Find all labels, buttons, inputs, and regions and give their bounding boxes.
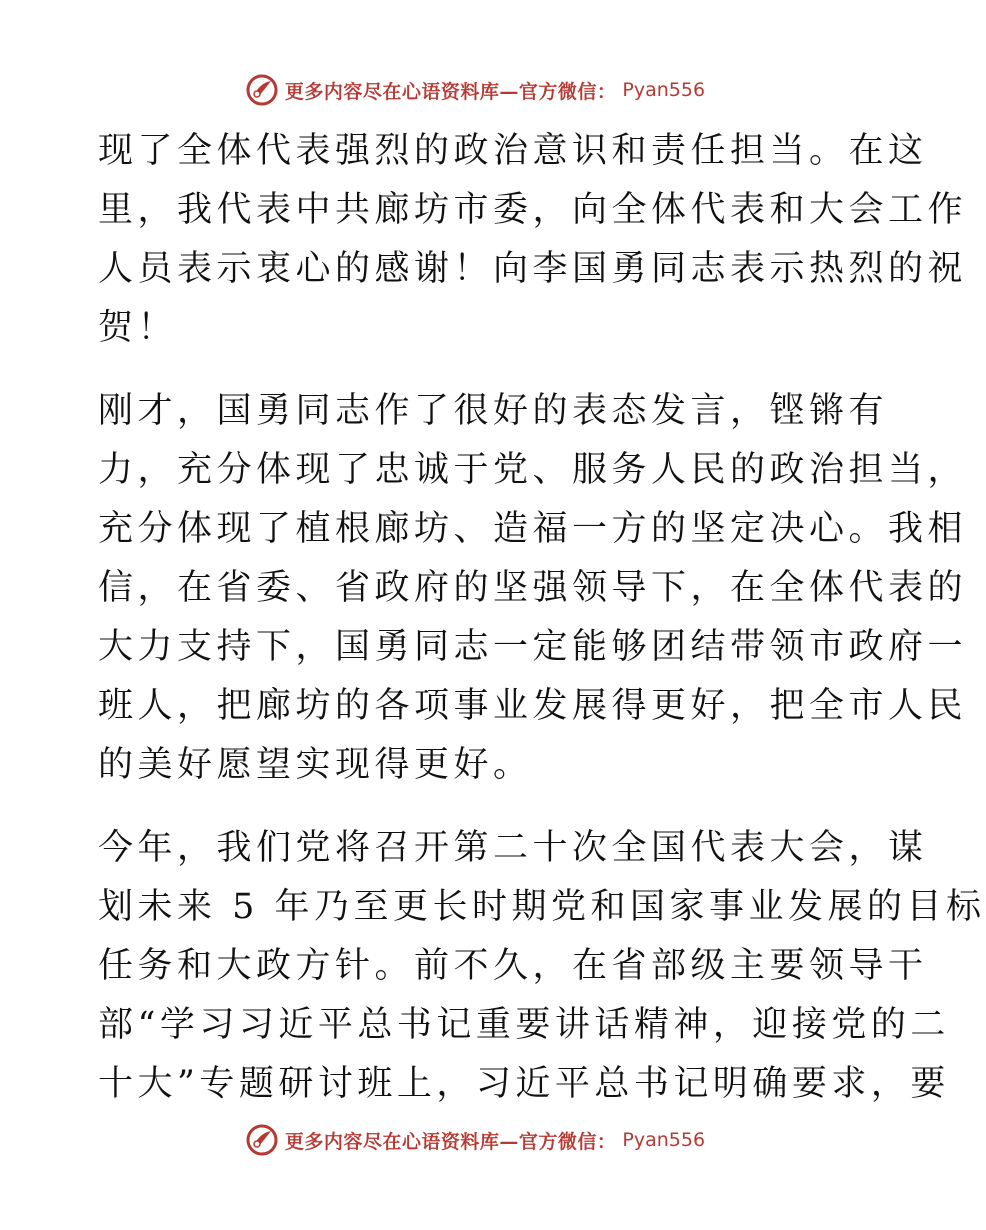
banner-wechat-id: Pyan556	[622, 1129, 706, 1151]
text-line: 刚才，国勇同志作了很好的表态发言，铿锵有	[98, 391, 889, 431]
ink-brush-logo-icon	[245, 73, 279, 107]
text-line: 力，充分体现了忠诚于党、服务人民的政治担当，	[98, 450, 968, 490]
text-line: 班人，把廊坊的各项事业发展得更好，把全市人民	[98, 686, 968, 726]
footer-banner	[0, 1120, 950, 1160]
document-body	[98, 122, 986, 1114]
paragraph	[98, 819, 986, 1114]
ink-brush-logo-icon	[245, 1123, 279, 1157]
header-banner	[0, 70, 950, 110]
text-line: 信，在省委、省政府的坚强领导下，在全体代表的	[98, 568, 968, 608]
text-line: 十大”专题研讨班上，习近平总书记明确要求，要	[98, 1064, 950, 1104]
text-line: 里，我代表中共廊坊市委，向全体代表和大会工作	[98, 190, 968, 230]
banner-text: 更多内容尽在心语资料库—官方微信：	[284, 1130, 617, 1153]
text-line: 人员表示衷心的感谢！向李国勇同志表示热烈的祝	[98, 249, 968, 289]
paragraph	[98, 382, 968, 795]
text-line: 部“学习习近平总书记重要讲话精神，迎接党的二	[98, 1005, 950, 1045]
text-line: 大力支持下，国勇同志一定能够团结带领市政府一	[98, 627, 968, 667]
banner-text: 更多内容尽在心语资料库—官方微信：	[284, 80, 617, 103]
banner-wechat-id: Pyan556	[622, 79, 706, 101]
text-line: 的美好愿望实现得更好。	[98, 745, 533, 785]
text-line: 充分体现了植根廊坊、造福一方的坚定决心。我相	[98, 509, 968, 549]
text-line: 划未来 5 年乃至更长时期党和国家事业发展的目标	[98, 887, 986, 927]
text-line: 任务和大政方针。前不久，在省部级主要领导干	[98, 946, 928, 986]
text-line: 今年，我们党将召开第二十次全国代表大会，谋	[98, 828, 928, 868]
text-line: 现了全体代表强烈的政治意识和责任担当。在这	[98, 131, 928, 171]
paragraph	[98, 122, 968, 358]
text-line: 贺！	[98, 308, 178, 348]
